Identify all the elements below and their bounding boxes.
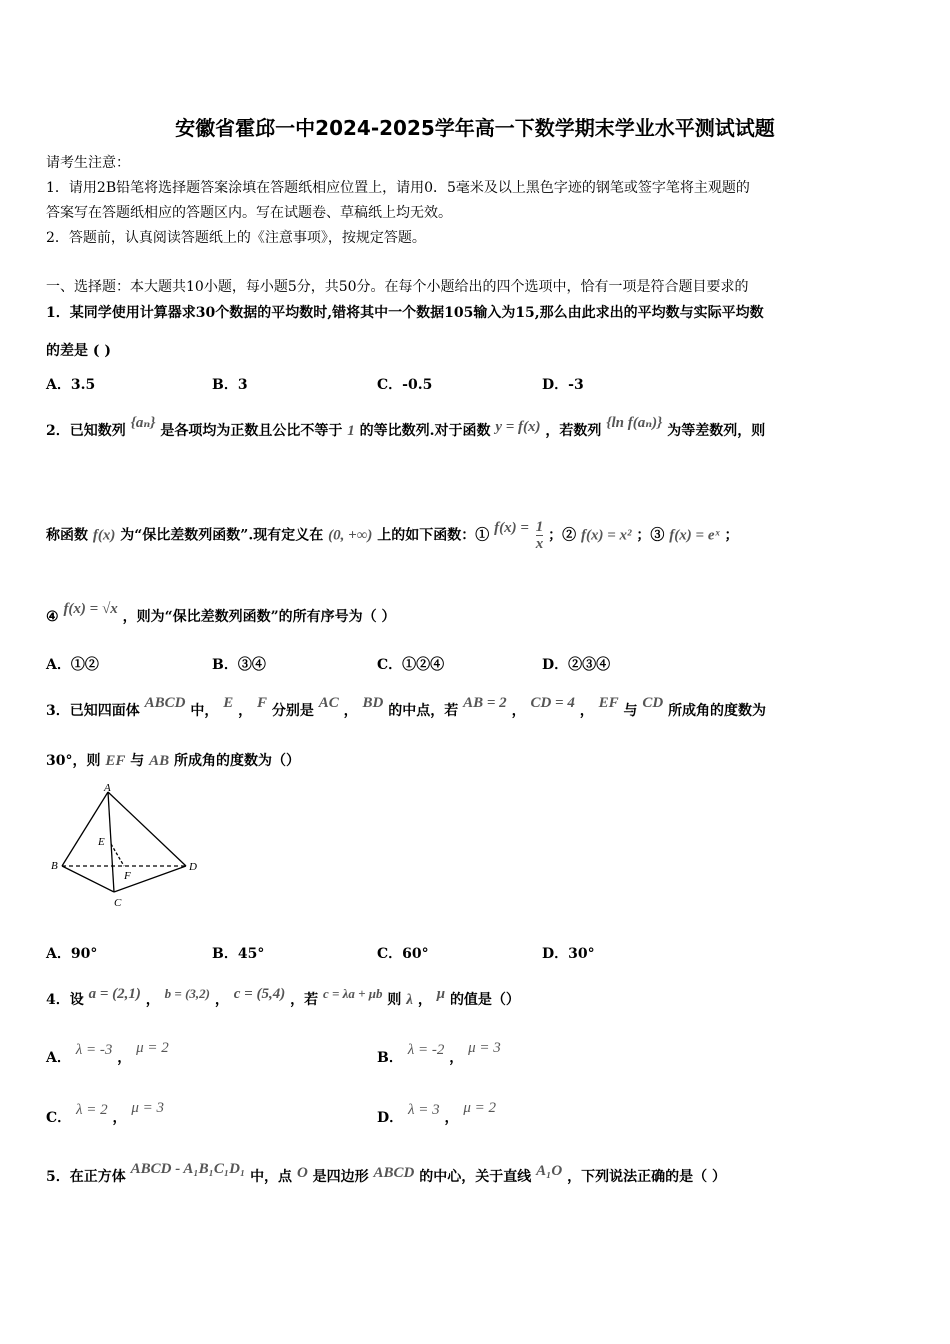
q2-text: 的等比数列.对于函数 [359, 423, 491, 439]
segment-ef [111, 844, 124, 866]
q2-text: ；③ [636, 527, 665, 544]
q2-math-lnseq: {ln f(aₙ)} [606, 415, 663, 431]
q2-math-seq: {aₙ} [130, 415, 156, 431]
q5-math: A₁O [536, 1163, 563, 1179]
q2-math-f3: f(x) = eˣ [669, 527, 720, 544]
edge-ad [108, 792, 186, 866]
q3-math: CD = 4 [530, 695, 575, 711]
section-heading: 一、选择题：本大题共10小题，每小题5分，共50分。在每个小题给出的四个选项中，恰有一项是符合题目要求的 [46, 279, 749, 295]
q4-math: a = (2,1) [88, 986, 141, 1002]
notice-line-1: 1．请用2B铅笔将选择题答案涂填在答题纸相应位置上，请用0．5毫米及以上黑色字迹的钢笔或签字笔将主观题的 [46, 180, 750, 196]
q2-math-one: 1 [347, 423, 355, 439]
q2-option-a[interactable]: A．①② [46, 657, 99, 673]
q3-option-b[interactable]: B．45° [212, 946, 265, 962]
q1-option-c[interactable]: C．-0.5 [377, 377, 433, 393]
q5-text: ，下列说法正确的是（ ） [567, 1169, 726, 1185]
q3-math: ABCD [144, 695, 186, 711]
option-math: λ = 3 [408, 1102, 440, 1118]
option-label: A． [46, 1050, 71, 1066]
option-sep: ， [117, 1050, 132, 1066]
fraction-denominator: x [535, 536, 544, 552]
q3-text: 所成角的度数为 [668, 703, 767, 719]
q2-text: 上的如下函数：① [377, 527, 490, 544]
q3-text: ， [238, 703, 253, 719]
notice-heading: 请考生注意： [46, 155, 130, 171]
fraction-numerator: 1 [535, 519, 544, 535]
option-sep: ， [112, 1110, 127, 1126]
q3-option-c[interactable]: C．60° [377, 946, 429, 962]
q3-option-d[interactable]: D．30° [542, 946, 595, 962]
option-label: B． [377, 1050, 403, 1066]
option-math: λ = -3 [75, 1042, 113, 1058]
q2-math-f2: f(x) = x² [581, 527, 632, 544]
option-math: μ = 2 [463, 1100, 497, 1116]
edge-ab [62, 792, 108, 866]
q3-math: E [223, 695, 234, 711]
q2-math-fraction [536, 519, 544, 552]
q2-text: ，若数列 [545, 423, 602, 439]
q5-text: 是四边形 [312, 1169, 369, 1185]
q3-math: AB = 2 [463, 695, 507, 711]
option-label: D． [377, 1110, 404, 1126]
q3-math: BD [362, 695, 384, 711]
notice-line-3: 2．答题前，认真阅读答题纸上的《注意事项》，按规定答题。 [46, 230, 426, 246]
q3-text: 的中点，若 [388, 703, 459, 719]
q5-text: 5．在正方体 [46, 1169, 126, 1185]
q2-math-fx: f(x) [92, 527, 116, 544]
option-sep: ， [444, 1110, 459, 1126]
q1-stem-line1: 1．某同学使用计算器求30个数据的平均数时,错将其中一个数据105输入为15,那么由此求出的平均数与实际平均数 [46, 305, 764, 321]
label-e: E [98, 836, 105, 848]
q1-stem-line2: 的差是 ( ) [46, 343, 111, 359]
edge-bc [62, 866, 114, 892]
q3-text: 分别是 [271, 703, 314, 719]
q4-option-b[interactable] [377, 1040, 501, 1067]
q2-text: 2．已知数列 [46, 423, 126, 439]
q2-text: ； [724, 527, 739, 544]
q3-math: CD [642, 695, 664, 711]
q3-text: ， [343, 703, 358, 719]
q5-math: ABCD [373, 1165, 415, 1181]
q5-math: O [296, 1165, 308, 1181]
q5-math: ABCD - A₁B₁C₁D₁ [130, 1161, 246, 1177]
option-label: C． [46, 1110, 72, 1126]
q3-option-a[interactable]: A．90° [46, 946, 98, 962]
q4-option-a[interactable] [46, 1040, 169, 1067]
q3-text: ， [511, 703, 526, 719]
q3-math: EF [598, 695, 619, 711]
option-math: μ = 2 [136, 1040, 169, 1056]
q5-text: 中，点 [250, 1169, 293, 1185]
q4-math: λ [406, 992, 413, 1008]
option-math: μ = 3 [131, 1100, 165, 1116]
q2-math-func: y = f(x) [495, 419, 541, 435]
q3-text: 与 [623, 703, 638, 719]
q4-text: ，若 [290, 992, 319, 1008]
q4-text: ， [145, 992, 160, 1008]
q1-option-d[interactable]: D．-3 [542, 377, 584, 393]
q3-text: 3．已知四面体 [46, 703, 140, 719]
q4-text: 的值是（） [449, 992, 520, 1008]
q3-text: ， [579, 703, 594, 719]
q3-text: 所成角的度数为（） [174, 753, 301, 769]
q2-math-f4: f(x) = √x [63, 601, 118, 617]
q4-math: μ [436, 986, 446, 1002]
q2-option-b[interactable]: B．③④ [212, 657, 266, 673]
q2-text: 为等差数列，则 [667, 423, 766, 439]
q2-text: ④ [46, 609, 59, 625]
q3-text: 中， [190, 703, 219, 719]
option-math: λ = -2 [407, 1042, 445, 1058]
q4-option-c[interactable] [46, 1100, 165, 1127]
label-d: D [189, 861, 197, 873]
q3-text: 30°，则 [46, 753, 101, 769]
q2-math-f1: f(x) = [494, 519, 529, 536]
q1-option-a[interactable]: A．3.5 [46, 377, 96, 393]
q3-text: 与 [130, 753, 145, 769]
q2-option-d[interactable]: D．②③④ [542, 657, 611, 673]
q2-math-domain: (0, +∞) [328, 527, 373, 544]
q1-option-b[interactable]: B．3 [212, 377, 248, 393]
q3-math: F [257, 695, 268, 711]
page-title: 安徽省霍邱一中2024-2025学年高一下数学期末学业水平测试试题 [175, 116, 775, 140]
q4-option-d[interactable] [377, 1100, 497, 1127]
edge-ac [108, 792, 114, 892]
q4-text: 则 [387, 992, 402, 1008]
q4-math: b = (3,2) [164, 986, 210, 1001]
q4-text: ， [417, 992, 432, 1008]
q4-text: ， [214, 992, 229, 1008]
q5-text: 的中心，关于直线 [419, 1169, 532, 1185]
label-f: F [124, 870, 131, 882]
q2-text: ，则为“保比差数列函数”的所有序号为（ ） [122, 609, 396, 625]
tetrahedron-figure [46, 782, 216, 908]
q3-math: AC [318, 695, 339, 711]
label-c: C [114, 897, 122, 908]
q2-text: 称函数 [46, 527, 88, 544]
label-a: A [104, 782, 111, 794]
q2-text: 是各项均为正数且公比不等于 [160, 423, 343, 439]
q2-text: ；② [548, 527, 577, 544]
notice-line-2: 答案写在答题纸相应的答题区内。写在试题卷、草稿纸上均无效。 [46, 205, 452, 221]
q4-math: c = λa + μb [322, 986, 383, 1001]
q3-math: EF [105, 753, 126, 769]
q2-option-c[interactable]: C．①②④ [377, 657, 445, 673]
q4-math: c = (5,4) [233, 986, 286, 1002]
q3-math: AB [149, 753, 170, 769]
q4-text: 4．设 [46, 992, 84, 1008]
option-sep: ， [449, 1050, 464, 1066]
q2-text: 为“保比差数列函数”.现有定义在 [120, 527, 324, 544]
option-math: λ = 2 [76, 1102, 108, 1118]
label-b: B [51, 860, 58, 872]
option-math: μ = 3 [468, 1040, 501, 1056]
